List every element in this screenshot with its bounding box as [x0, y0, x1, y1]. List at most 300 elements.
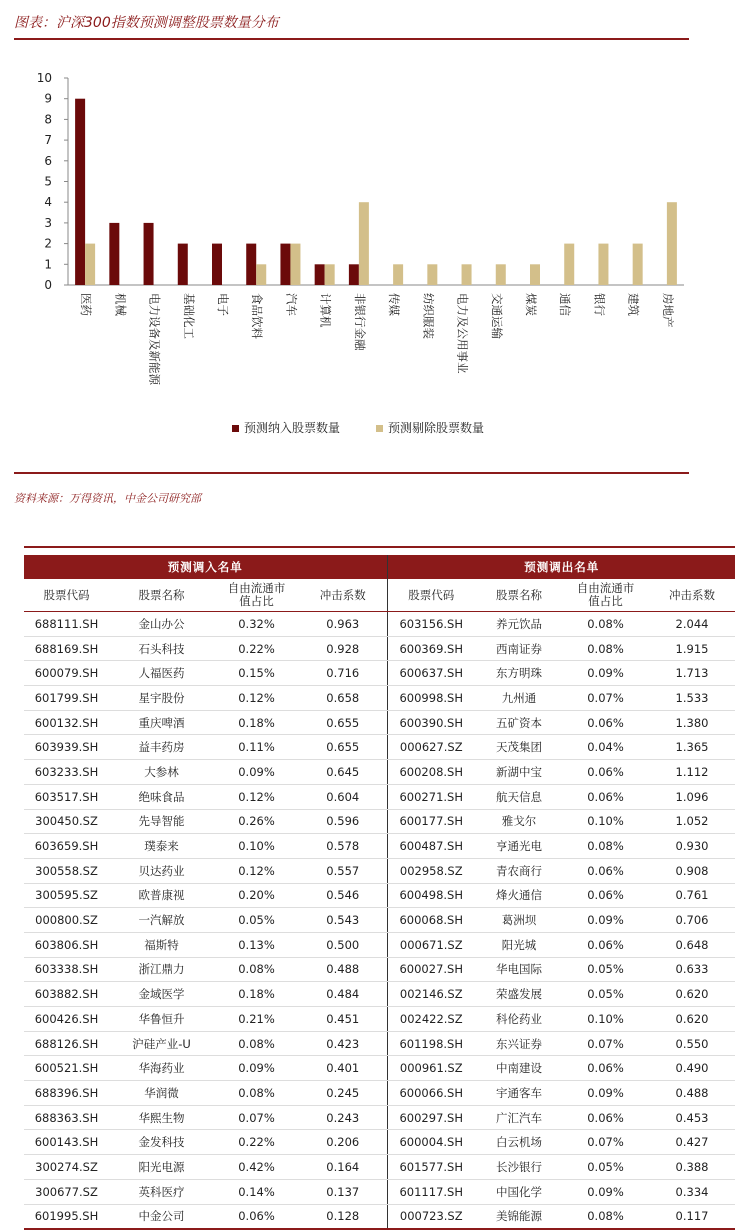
y-tick-label: 5: [44, 174, 52, 189]
stock-name-cell: 欧普康视: [109, 883, 214, 908]
y-tick-label: 3: [44, 215, 52, 230]
x-category-label: 银行: [592, 293, 607, 316]
float-ratio-cell: 0.08%: [214, 957, 299, 982]
legend-label-include: 预测纳入股票数量: [244, 421, 341, 435]
stock-code-cell: 002422.SZ: [387, 1007, 475, 1032]
float-ratio-cell: 0.11%: [214, 735, 299, 760]
bar-exclude: [256, 264, 266, 285]
table-row: [24, 1031, 735, 1056]
stock-name-cell: 阳光电源: [109, 1155, 214, 1180]
impact-cell: 0.488: [299, 957, 387, 982]
stock-name-cell: 星宇股份: [109, 686, 214, 711]
x-category-label: 非银行金融: [352, 293, 367, 351]
col-code-in: 股票代码: [24, 579, 109, 612]
out-list-title: 预测调出名单: [387, 555, 735, 579]
col-name-in: 股票名称: [109, 579, 214, 612]
impact-cell: 0.117: [648, 1204, 735, 1229]
bar-exclude: [325, 264, 335, 285]
col-code-out: 股票代码: [387, 579, 475, 612]
impact-cell: 2.044: [648, 612, 735, 637]
table-row: [24, 1155, 735, 1180]
float-ratio-cell: 0.07%: [214, 1105, 299, 1130]
impact-cell: 0.963: [299, 612, 387, 637]
impact-cell: 0.546: [299, 883, 387, 908]
stock-code-cell: 300595.SZ: [24, 883, 109, 908]
y-tick-label: 0: [44, 278, 52, 292]
stock-name-cell: 长沙银行: [475, 1155, 563, 1180]
table-row: [24, 661, 735, 686]
float-ratio-cell: 0.06%: [563, 784, 648, 809]
float-ratio-cell: 0.06%: [563, 932, 648, 957]
x-category-label: 汽车: [284, 293, 299, 316]
stock-code-cell: 601198.SH: [387, 1031, 475, 1056]
impact-cell: 0.645: [299, 760, 387, 785]
stock-name-cell: 华熙生物: [109, 1105, 214, 1130]
stock-code-cell: 600208.SH: [387, 760, 475, 785]
stock-name-cell: 天茂集团: [475, 735, 563, 760]
stock-name-cell: 阳光城: [475, 932, 563, 957]
stock-code-cell: 603882.SH: [24, 982, 109, 1007]
float-ratio-cell: 0.06%: [563, 883, 648, 908]
stock-code-cell: 600487.SH: [387, 834, 475, 859]
table-row: [24, 784, 735, 809]
bar-exclude: [598, 244, 608, 285]
stock-name-cell: 青农商行: [475, 858, 563, 883]
stock-name-cell: 亨通光电: [475, 834, 563, 859]
impact-cell: 0.706: [648, 908, 735, 933]
x-category-label: 电力及公用事业: [455, 293, 470, 374]
float-ratio-cell: 0.21%: [214, 1007, 299, 1032]
table-row: [24, 957, 735, 982]
col-ratio-in-line2: 值占比: [239, 594, 274, 608]
impact-cell: 0.620: [648, 1007, 735, 1032]
impact-cell: 0.423: [299, 1031, 387, 1056]
chart-bottom-rule: [14, 472, 689, 474]
impact-cell: 1.052: [648, 809, 735, 834]
stock-name-cell: 烽火通信: [475, 883, 563, 908]
stock-name-cell: 养元饮品: [475, 612, 563, 637]
table-row: [24, 834, 735, 859]
impact-cell: 0.245: [299, 1081, 387, 1106]
impact-cell: 1.380: [648, 710, 735, 735]
stock-name-cell: 中国化学: [475, 1179, 563, 1204]
impact-cell: 0.655: [299, 735, 387, 760]
table-row: [24, 858, 735, 883]
table-row: [24, 710, 735, 735]
stock-name-cell: 人福医药: [109, 661, 214, 686]
stock-code-cell: 002958.SZ: [387, 858, 475, 883]
float-ratio-cell: 0.14%: [214, 1179, 299, 1204]
stock-name-cell: 先导智能: [109, 809, 214, 834]
stock-name-cell: 贝达药业: [109, 858, 214, 883]
stock-name-cell: 五矿资本: [475, 710, 563, 735]
table-row: [24, 883, 735, 908]
bar-exclude: [393, 264, 403, 285]
stock-code-cell: 601799.SH: [24, 686, 109, 711]
stock-name-cell: 璞泰来: [109, 834, 214, 859]
stock-name-cell: 浙江鼎力: [109, 957, 214, 982]
stock-code-cell: 600177.SH: [387, 809, 475, 834]
stock-code-cell: 600297.SH: [387, 1105, 475, 1130]
impact-cell: 0.928: [299, 636, 387, 661]
stock-name-cell: 九州通: [475, 686, 563, 711]
impact-cell: 0.648: [648, 932, 735, 957]
col-ratio-out-line2: 值占比: [588, 594, 623, 608]
stock-code-cell: 603517.SH: [24, 784, 109, 809]
impact-cell: 0.543: [299, 908, 387, 933]
col-ratio-in-line1: 自由流通市: [227, 581, 286, 595]
stock-name-cell: 东方明珠: [475, 661, 563, 686]
table-row: [24, 982, 735, 1007]
bar-include: [246, 244, 256, 285]
stock-name-cell: 金山办公: [109, 612, 214, 637]
impact-cell: 0.620: [648, 982, 735, 1007]
stock-name-cell: 宇通客车: [475, 1081, 563, 1106]
float-ratio-cell: 0.09%: [563, 1081, 648, 1106]
table-row: [24, 1204, 735, 1229]
float-ratio-cell: 0.06%: [563, 1105, 648, 1130]
impact-cell: 0.604: [299, 784, 387, 809]
stock-code-cell: 000800.SZ: [24, 908, 109, 933]
table-row: [24, 1130, 735, 1155]
stock-code-cell: 000723.SZ: [387, 1204, 475, 1229]
stock-name-cell: 雅戈尔: [475, 809, 563, 834]
x-category-label: 煤炭: [524, 293, 538, 316]
stock-code-cell: 300274.SZ: [24, 1155, 109, 1180]
x-category-label: 交通运输: [489, 293, 504, 339]
impact-cell: 0.451: [299, 1007, 387, 1032]
table-row: [24, 760, 735, 785]
stock-code-cell: 603659.SH: [24, 834, 109, 859]
float-ratio-cell: 0.08%: [214, 1031, 299, 1056]
impact-cell: 0.658: [299, 686, 387, 711]
y-tick-label: 2: [44, 236, 52, 251]
stock-code-cell: 600369.SH: [387, 636, 475, 661]
impact-cell: 0.490: [648, 1056, 735, 1081]
impact-cell: 0.550: [648, 1031, 735, 1056]
stock-name-cell: 荣盛发展: [475, 982, 563, 1007]
impact-cell: 0.401: [299, 1056, 387, 1081]
col-impact-in: 冲击系数: [299, 579, 387, 612]
bar-chart: [0, 45, 735, 475]
table-row: [24, 612, 735, 637]
bar-exclude: [496, 264, 506, 285]
impact-cell: 0.488: [648, 1081, 735, 1106]
stock-name-cell: 葛洲坝: [475, 908, 563, 933]
x-category-label: 电子: [216, 293, 230, 316]
table-top-rule: [24, 546, 735, 548]
float-ratio-cell: 0.10%: [563, 1007, 648, 1032]
stock-code-cell: 600143.SH: [24, 1130, 109, 1155]
stock-name-cell: 益丰药房: [109, 735, 214, 760]
impact-cell: 0.137: [299, 1179, 387, 1204]
y-tick-label: 7: [44, 133, 52, 148]
impact-cell: 0.334: [648, 1179, 735, 1204]
stock-name-cell: 一汽解放: [109, 908, 214, 933]
stock-code-cell: 600637.SH: [387, 661, 475, 686]
stock-name-cell: 重庆啤酒: [109, 710, 214, 735]
y-tick-label: 9: [44, 91, 52, 106]
stock-code-cell: 603233.SH: [24, 760, 109, 785]
legend-swatch-include: [232, 425, 239, 432]
stock-code-cell: 000627.SZ: [387, 735, 475, 760]
impact-cell: 0.500: [299, 932, 387, 957]
stock-code-cell: 300677.SZ: [24, 1179, 109, 1204]
stock-name-cell: 广汇汽车: [475, 1105, 563, 1130]
stock-name-cell: 中南建设: [475, 1056, 563, 1081]
table-row: [24, 636, 735, 661]
stock-code-cell: 600390.SH: [387, 710, 475, 735]
x-category-label: 医药: [79, 293, 94, 316]
stock-name-cell: 中金公司: [109, 1204, 214, 1229]
stock-code-cell: 688111.SH: [24, 612, 109, 637]
bar-exclude: [462, 264, 472, 285]
bar-exclude: [633, 244, 643, 285]
stock-code-cell: 601995.SH: [24, 1204, 109, 1229]
impact-cell: 0.453: [648, 1105, 735, 1130]
legend-label-exclude: 预测剔除股票数量: [388, 421, 485, 435]
impact-cell: 0.930: [648, 834, 735, 859]
bar-include: [75, 99, 85, 285]
float-ratio-cell: 0.09%: [563, 908, 648, 933]
stock-name-cell: 华鲁恒升: [109, 1007, 214, 1032]
impact-cell: 1.713: [648, 661, 735, 686]
stock-name-cell: 金域医学: [109, 982, 214, 1007]
x-category-label: 机械: [113, 293, 128, 316]
bar-exclude: [427, 264, 437, 285]
float-ratio-cell: 0.09%: [563, 661, 648, 686]
stock-name-cell: 石头科技: [109, 636, 214, 661]
stock-code-cell: 600132.SH: [24, 710, 109, 735]
table-row: [24, 809, 735, 834]
col-ratio-out: [563, 579, 648, 612]
float-ratio-cell: 0.09%: [214, 760, 299, 785]
legend-swatch-exclude: [376, 425, 383, 432]
stock-name-cell: 沪硅产业-U: [109, 1031, 214, 1056]
impact-cell: 0.578: [299, 834, 387, 859]
stock-code-cell: 603806.SH: [24, 932, 109, 957]
float-ratio-cell: 0.10%: [563, 809, 648, 834]
impact-cell: 0.761: [648, 883, 735, 908]
table-row: [24, 735, 735, 760]
figure-title: 图表：沪深300指数预测调整股票数量分布: [14, 15, 279, 31]
x-category-label: 食品饮料: [250, 293, 265, 339]
float-ratio-cell: 0.18%: [214, 982, 299, 1007]
stock-code-cell: 600426.SH: [24, 1007, 109, 1032]
bar-include: [144, 223, 154, 285]
stock-code-cell: 600027.SH: [387, 957, 475, 982]
table-row: [24, 1105, 735, 1130]
table-row: [24, 908, 735, 933]
stock-code-cell: 688169.SH: [24, 636, 109, 661]
float-ratio-cell: 0.05%: [563, 1155, 648, 1180]
impact-cell: 1.533: [648, 686, 735, 711]
stock-list-table: [24, 555, 735, 1230]
float-ratio-cell: 0.06%: [563, 710, 648, 735]
impact-cell: 1.365: [648, 735, 735, 760]
stock-name-cell: 白云机场: [475, 1130, 563, 1155]
float-ratio-cell: 0.06%: [214, 1204, 299, 1229]
float-ratio-cell: 0.05%: [214, 908, 299, 933]
y-tick-label: 4: [44, 195, 52, 210]
stock-code-cell: 300558.SZ: [24, 858, 109, 883]
float-ratio-cell: 0.07%: [563, 1130, 648, 1155]
float-ratio-cell: 0.08%: [563, 612, 648, 637]
impact-cell: 0.557: [299, 858, 387, 883]
stock-code-cell: 600068.SH: [387, 908, 475, 933]
stock-code-cell: 002146.SZ: [387, 982, 475, 1007]
float-ratio-cell: 0.15%: [214, 661, 299, 686]
stock-name-cell: 大参林: [109, 760, 214, 785]
stock-name-cell: 科伦药业: [475, 1007, 563, 1032]
col-ratio-in: [214, 579, 299, 612]
float-ratio-cell: 0.08%: [563, 834, 648, 859]
float-ratio-cell: 0.07%: [563, 1031, 648, 1056]
stock-code-cell: 603939.SH: [24, 735, 109, 760]
in-list-title: 预测调入名单: [24, 555, 387, 579]
table-row: [24, 1081, 735, 1106]
impact-cell: 0.128: [299, 1204, 387, 1229]
stock-name-cell: 金发科技: [109, 1130, 214, 1155]
float-ratio-cell: 0.09%: [563, 1179, 648, 1204]
impact-cell: 1.112: [648, 760, 735, 785]
y-tick-label: 8: [44, 112, 52, 127]
impact-cell: 0.908: [648, 858, 735, 883]
table-row: [24, 686, 735, 711]
stock-code-cell: 600498.SH: [387, 883, 475, 908]
stock-code-cell: 601117.SH: [387, 1179, 475, 1204]
float-ratio-cell: 0.12%: [214, 686, 299, 711]
impact-cell: 0.206: [299, 1130, 387, 1155]
stock-code-cell: 600521.SH: [24, 1056, 109, 1081]
float-ratio-cell: 0.10%: [214, 834, 299, 859]
col-name-out: 股票名称: [475, 579, 563, 612]
float-ratio-cell: 0.04%: [563, 735, 648, 760]
x-category-label: 计算机: [318, 293, 333, 328]
float-ratio-cell: 0.26%: [214, 809, 299, 834]
impact-cell: 0.484: [299, 982, 387, 1007]
float-ratio-cell: 0.06%: [563, 760, 648, 785]
table-row: [24, 1056, 735, 1081]
bar-include: [212, 244, 222, 285]
stock-code-cell: 603338.SH: [24, 957, 109, 982]
table-row: [24, 1179, 735, 1204]
bar-exclude: [564, 244, 574, 285]
float-ratio-cell: 0.06%: [563, 858, 648, 883]
float-ratio-cell: 0.05%: [563, 957, 648, 982]
stock-name-cell: 东兴证券: [475, 1031, 563, 1056]
stock-code-cell: 600079.SH: [24, 661, 109, 686]
stock-code-cell: 688126.SH: [24, 1031, 109, 1056]
title-rule: [14, 38, 689, 40]
stock-code-cell: 300450.SZ: [24, 809, 109, 834]
stock-name-cell: 福斯特: [109, 932, 214, 957]
stock-name-cell: 美锦能源: [475, 1204, 563, 1229]
impact-cell: 0.596: [299, 809, 387, 834]
float-ratio-cell: 0.12%: [214, 784, 299, 809]
float-ratio-cell: 0.09%: [214, 1056, 299, 1081]
impact-cell: 0.164: [299, 1155, 387, 1180]
bar-include: [315, 264, 325, 285]
float-ratio-cell: 0.07%: [563, 686, 648, 711]
y-tick-label: 6: [44, 153, 52, 168]
float-ratio-cell: 0.22%: [214, 1130, 299, 1155]
y-tick-label: 1: [44, 257, 52, 272]
stock-name-cell: 绝味食品: [109, 784, 214, 809]
float-ratio-cell: 0.08%: [563, 1204, 648, 1229]
stock-code-cell: 600271.SH: [387, 784, 475, 809]
bar-exclude: [667, 202, 677, 285]
bar-exclude: [359, 202, 369, 285]
stock-code-cell: 600004.SH: [387, 1130, 475, 1155]
impact-cell: 0.243: [299, 1105, 387, 1130]
impact-cell: 0.388: [648, 1155, 735, 1180]
bar-exclude: [85, 244, 95, 285]
impact-cell: 0.655: [299, 710, 387, 735]
stock-code-cell: 600998.SH: [387, 686, 475, 711]
float-ratio-cell: 0.08%: [563, 636, 648, 661]
stock-code-cell: 601577.SH: [387, 1155, 475, 1180]
impact-cell: 1.096: [648, 784, 735, 809]
bar-include: [280, 244, 290, 285]
x-category-label: 基础化工: [181, 293, 196, 339]
bar-include: [178, 244, 188, 285]
impact-cell: 0.716: [299, 661, 387, 686]
impact-cell: 0.633: [648, 957, 735, 982]
stock-name-cell: 航天信息: [475, 784, 563, 809]
stock-code-cell: 603156.SH: [387, 612, 475, 637]
float-ratio-cell: 0.08%: [214, 1081, 299, 1106]
bar-include: [109, 223, 119, 285]
col-impact-out: 冲击系数: [648, 579, 735, 612]
stock-name-cell: 新湖中宝: [475, 760, 563, 785]
x-category-label: 纺织服装: [421, 293, 436, 339]
y-tick-label: 10: [36, 71, 52, 85]
float-ratio-cell: 0.05%: [563, 982, 648, 1007]
stock-name-cell: 华电国际: [475, 957, 563, 982]
col-ratio-out-line1: 自由流通市: [576, 581, 635, 595]
x-category-label: 建筑: [626, 293, 641, 316]
float-ratio-cell: 0.42%: [214, 1155, 299, 1180]
stock-name-cell: 华润微: [109, 1081, 214, 1106]
float-ratio-cell: 0.18%: [214, 710, 299, 735]
stock-name-cell: 西南证券: [475, 636, 563, 661]
x-category-label: 传媒: [387, 293, 402, 316]
stock-code-cell: 600066.SH: [387, 1081, 475, 1106]
float-ratio-cell: 0.20%: [214, 883, 299, 908]
impact-cell: 0.427: [648, 1130, 735, 1155]
float-ratio-cell: 0.06%: [563, 1056, 648, 1081]
float-ratio-cell: 0.12%: [214, 858, 299, 883]
stock-code-cell: 688363.SH: [24, 1105, 109, 1130]
float-ratio-cell: 0.32%: [214, 612, 299, 637]
bar-exclude: [290, 244, 300, 285]
stock-code-cell: 000671.SZ: [387, 932, 475, 957]
impact-cell: 1.915: [648, 636, 735, 661]
stock-name-cell: 英科医疗: [109, 1179, 214, 1204]
source-note: 资料来源：万得资讯，中金公司研究部: [14, 492, 201, 505]
float-ratio-cell: 0.13%: [214, 932, 299, 957]
bar-exclude: [530, 264, 540, 285]
stock-name-cell: 华海药业: [109, 1056, 214, 1081]
x-category-label: 电力设备及新能源: [147, 293, 162, 385]
stock-code-cell: 000961.SZ: [387, 1056, 475, 1081]
bar-include: [349, 264, 359, 285]
x-category-label: 通信: [558, 293, 573, 316]
table-row: [24, 1007, 735, 1032]
x-category-label: 房地产: [660, 293, 675, 328]
float-ratio-cell: 0.22%: [214, 636, 299, 661]
